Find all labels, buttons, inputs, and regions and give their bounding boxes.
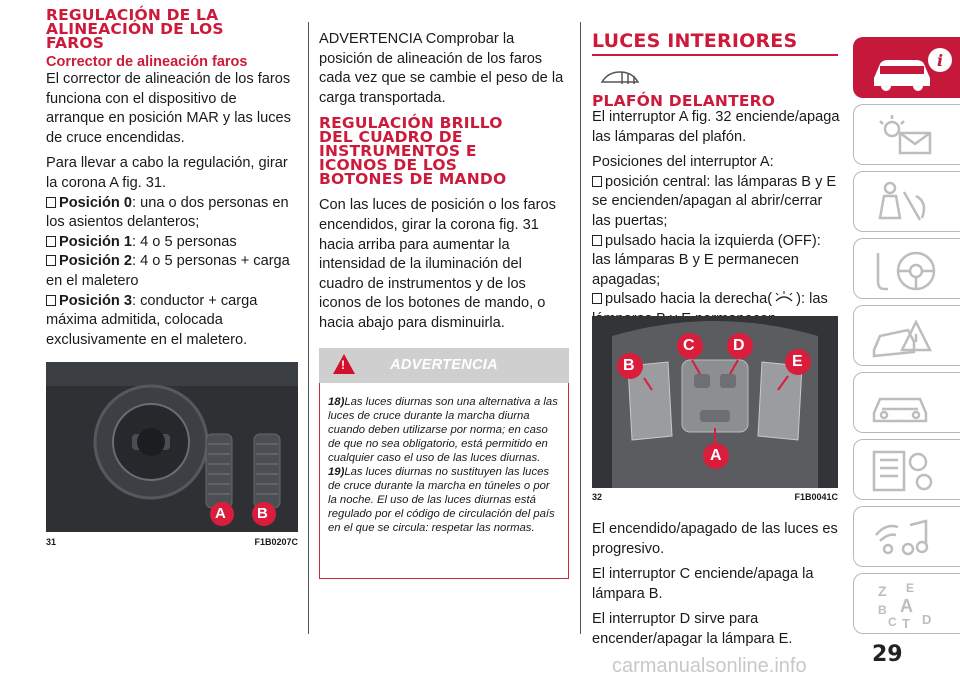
warning-label: ADVERTENCIA	[390, 357, 498, 374]
warning-lights-icon	[866, 111, 946, 161]
paragraph: El encendido/apagado de las luces es progresivo.	[592, 521, 838, 557]
paragraph: El corrector de alineación de los faros funciona con el dispositivo de arranque en posición MAR y las luces de cruce encendidas.	[46, 71, 291, 146]
column-1	[46, 8, 298, 350]
list-item: pulsado hacia la derecha( ): las	[592, 290, 840, 349]
chapter-tab-warning-lights[interactable]	[853, 104, 960, 165]
paragraph: El interruptor D sirve para encender/apagar la lámpara E.	[592, 611, 793, 647]
callout-label-a: A	[710, 447, 722, 464]
checkbox-bullet-icon	[46, 236, 56, 247]
figure-31-headlight-switch-photo	[46, 362, 298, 532]
warning-note: 19)Las luces diurnas no sustituyen las luces de cruce durante la marcha en túneles o por la noche. El uso de las luces diurnas está regulado por el código de circulación del país en el que se circula: respetar las normas.	[328, 465, 555, 534]
car-service-icon	[866, 379, 946, 429]
callout-label-e: E	[792, 353, 803, 370]
column-2	[319, 30, 569, 579]
figure-code: F1B0041C	[794, 492, 838, 502]
column-3	[592, 30, 840, 349]
steering-wheel-icon	[866, 245, 946, 295]
subsection-title-corrector: Corrector de alineación faros	[46, 54, 248, 70]
accident-icon	[866, 312, 946, 362]
figure-code: F1B0207C	[254, 537, 298, 547]
checkbox-bullet-icon	[46, 295, 56, 306]
checkbox-bullet-icon	[46, 197, 56, 208]
figure-number: 31	[46, 537, 57, 547]
svg-text:D: D	[922, 612, 932, 627]
chapter-tab-technical-data[interactable]	[853, 439, 960, 500]
callout-label-b: B	[623, 357, 635, 374]
warning-note: 18)Las luces diurnas son una alternativa a las luces de cruce durante la marcha diurna cuando deben utilizarse por norma; en caso de que no sea obligatorio, está permitido en cualquier caso el uso de las luces diurnas.	[328, 395, 558, 464]
callout-label-b: B	[257, 505, 268, 522]
chapter-tab-multimedia[interactable]	[853, 506, 960, 567]
svg-text:T: T	[902, 616, 910, 630]
paragraph: Posiciones del interruptor A:	[592, 154, 774, 171]
section-title-brightness: REGULACIÓN BRILLO DEL CUADRO DE INSTRUMENTOS E ICONOS DE LOS BOTONES DE MANDO	[319, 114, 507, 189]
specs-gears-icon	[866, 446, 946, 496]
svg-text:B: B	[878, 603, 887, 617]
column-divider	[580, 22, 581, 634]
paragraph-advertencia: ADVERTENCIA Comprobar la posición de alineación de los faros cada vez que se cambie el peso de la carga transportada.	[319, 31, 564, 106]
callout-label-a: A	[215, 505, 226, 522]
svg-text:Z: Z	[878, 583, 887, 599]
svg-text:A: A	[900, 596, 913, 616]
car-info-icon	[866, 44, 956, 94]
svg-text:C: C	[888, 615, 897, 629]
warning-box-body	[319, 383, 569, 579]
title-underline	[592, 54, 838, 56]
warning-exclamation: !	[341, 357, 345, 372]
interior-light-symbol-icon	[598, 66, 642, 88]
checkbox-bullet-icon	[592, 235, 602, 246]
paragraph: Para llevar a cabo la regulación, girar la corona A fig. 31.	[46, 155, 288, 191]
subsection-title-front-plafond: PLAFÓN DELANTERO	[592, 92, 776, 110]
svg-text:E: E	[906, 581, 915, 595]
paragraph: El interruptor A fig. 32 enciende/apaga las lámparas del plafón.	[592, 109, 840, 145]
index-letters-icon	[866, 580, 946, 630]
callout-label-d: D	[733, 337, 745, 354]
list-item: pulsado hacia la izquierda (OFF): las lámparas B y E permanecen apagadas;	[592, 232, 821, 288]
list-item: Posición 3: conductor + carga máxima admitida, colocada exclusivamente en el maletero.	[46, 292, 258, 348]
paragraph: El interruptor C enciende/apaga la lámpara B.	[592, 566, 814, 602]
chapter-tab-emergency[interactable]	[853, 305, 960, 366]
chapter-tab-vehicle-info[interactable]	[853, 37, 960, 98]
figure-31-caption	[46, 537, 298, 547]
lamp-symbol-icon	[772, 290, 796, 302]
list-item: Posición 1: 4 o 5 personas	[46, 233, 298, 253]
callout-label-c: C	[683, 337, 695, 354]
list-item: Posición 2: 4 o 5 personas + carga en el maletero	[46, 253, 290, 289]
section-title-interior-lights: LUCES INTERIORES	[592, 30, 798, 52]
column-divider	[308, 22, 309, 634]
multimedia-icon	[866, 513, 946, 563]
list-item: posición central: las lámparas B y E se encienden/apagan al abrir/cerrar las puertas;	[592, 173, 837, 229]
chapter-tab-safety[interactable]	[853, 171, 960, 232]
chapter-tab-starting-driving[interactable]	[853, 238, 960, 299]
checkbox-bullet-icon	[592, 293, 602, 304]
figure-32-caption	[592, 492, 838, 502]
list-item: Posición 0: una o dos personas en los asientos delanteros;	[46, 194, 289, 231]
checkbox-bullet-icon	[592, 176, 602, 187]
seat-safety-icon	[866, 178, 946, 228]
figure-number: 32	[592, 492, 603, 502]
chapter-tab-maintenance[interactable]	[853, 372, 960, 433]
watermark: carmanualsonline.info	[612, 655, 807, 677]
section-title-headlight-alignment: REGULACIÓN DE LA ALINEACIÓN DE LOS FAROS	[46, 6, 224, 52]
chapter-tab-index[interactable]	[853, 573, 960, 634]
paragraph: Con las luces de posición o los faros encendidos, girar la corona fig. 31 hacia arriba para aumentar la intensidad de la iluminación del cuadro de instrumentos y de los iconos de los botones de mando, o hacia abajo para disminuirla.	[319, 197, 556, 331]
checkbox-bullet-icon	[46, 255, 56, 266]
svg-text:i: i	[937, 51, 944, 70]
figure-32-interior-light-photo	[592, 316, 838, 488]
column-3-lower	[592, 520, 840, 656]
page-number: 29	[872, 642, 903, 667]
warning-box-header	[319, 348, 569, 383]
